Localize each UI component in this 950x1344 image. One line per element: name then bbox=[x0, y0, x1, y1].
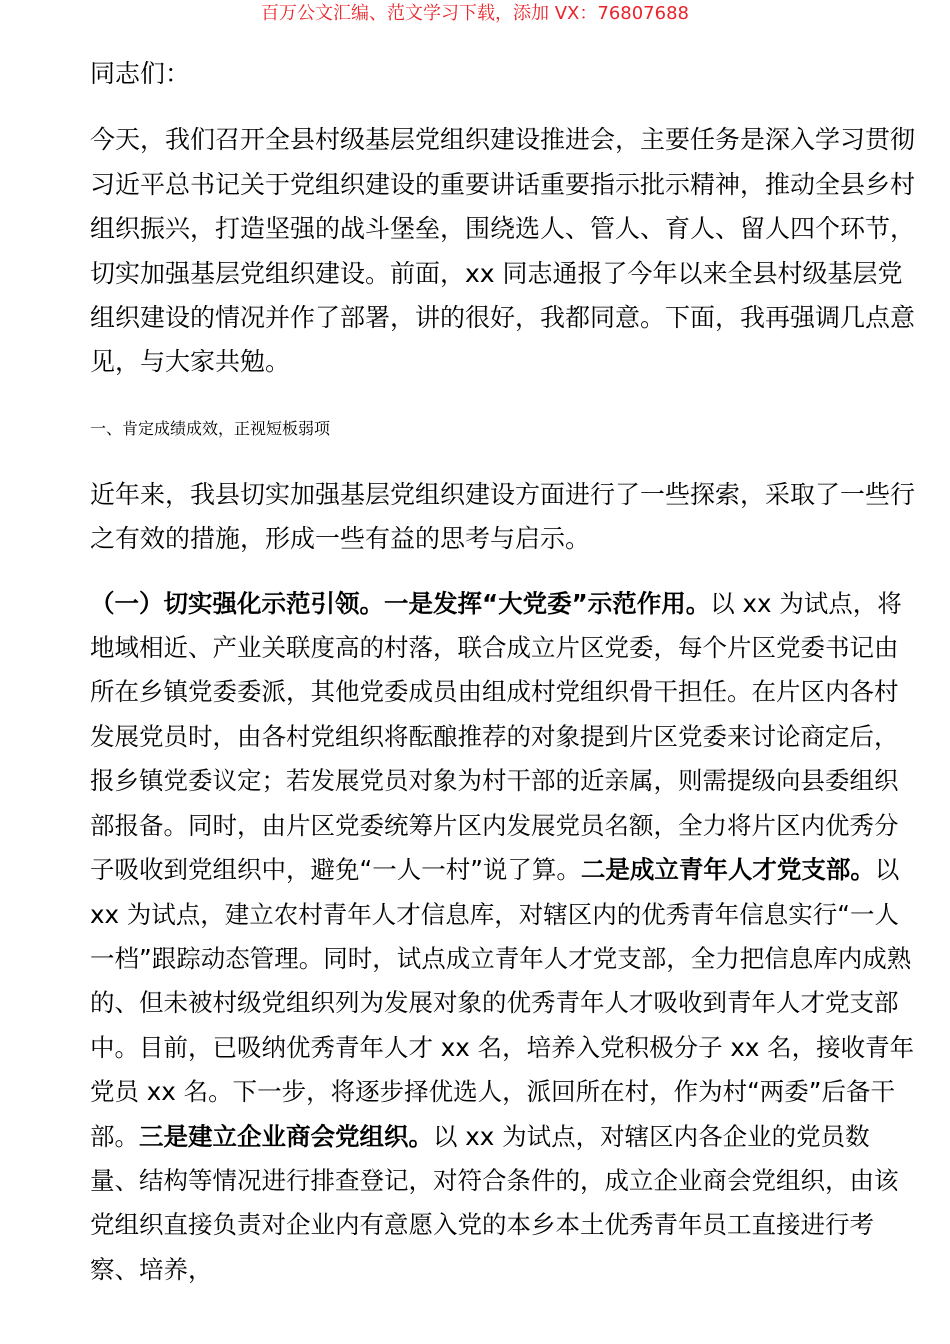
section-heading: 一、肯定成绩成效，正视短板弱项 bbox=[90, 418, 331, 438]
subsection-lead-1: （一）切实强化示范引领。一是发挥“大党委”示范作用。 bbox=[90, 588, 711, 618]
subsection-text-3: 以 xx 为试点，对辖区内各企业的党员数量、结构等情况进行排查登记，对符合条件的，成立企业商会党组织，由该党组织直接负责对企业内有意愿入党的本乡本土优秀青年员工直接进行考察、培养， bbox=[90, 1121, 899, 1284]
watermark: 百万公文汇编、范文学习下载，添加 VX：76807688 bbox=[261, 3, 689, 24]
section-paragraph: 近年来，我县切实加强基层党组织建设方面进行了一些探索，采取了一些行之有效的措施，形成一些有益的思考与启示。 bbox=[90, 479, 916, 554]
salutation: 同志们： bbox=[90, 59, 191, 88]
subsection-text-2: 以 xx 为试点，建立农村青年人才信息库，对辖区内的优秀青年信息实行“一人一档”跟踪动态管理。同时，试点成立青年人才党支部，全力把信息库内成熟的、但未被村级党组织列为发展对象的优秀青年人才吸收到青年人才党支部中。目前，已吸纳优秀青年人才 xx 名，培养入党积极分子 xx 名，接收青年党员 xx 名。下一步，将逐步择优选人，派回所在村，作为村“两委”后备干部。 bbox=[90, 855, 915, 1151]
subsection-paragraph bbox=[90, 582, 916, 1293]
subsection-lead-2: 二是成立青年人才党支部。 bbox=[580, 855, 875, 885]
document-body bbox=[90, 52, 916, 1292]
subsection-text-1: 以 xx 为试点，将地域相近、产业关联度高的村落，联合成立片区党委，每个片区党委书记由所在乡镇党委委派，其他党委成员由组成村党组织骨干担任。在片区内各村发展党员时，由各村党组织将酝酿推荐的对象提到片区党委来讨论商定后，报乡镇党委议定；若发展党员对象为村干部的近亲属，则需提级向县委组织部报备。同时，由片区党委统筹片区内发展党员名额，全力将片区内优秀分子吸收到党组织中，避免“一人一村”说了算。 bbox=[90, 588, 902, 885]
intro-paragraph: 今天，我们召开全县村级基层党组织建设推进会，主要任务是深入学习贯彻习近平总书记关于党组织建设的重要讲话重要指示批示精神，推动全县乡村组织振兴，打造坚强的战斗堡垒，围绕选人、管人、育人、留人四个环节，切实加强基层党组织建设。前面，xx 同志通报了今年以来全县村级基层党组织建设的情况并作了部署，讲的很好，我都同意。下面，我再强调几点意见，与大家共勉。 bbox=[90, 125, 916, 377]
subsection-lead-3: 三是建立企业商会党组织。 bbox=[139, 1121, 433, 1151]
